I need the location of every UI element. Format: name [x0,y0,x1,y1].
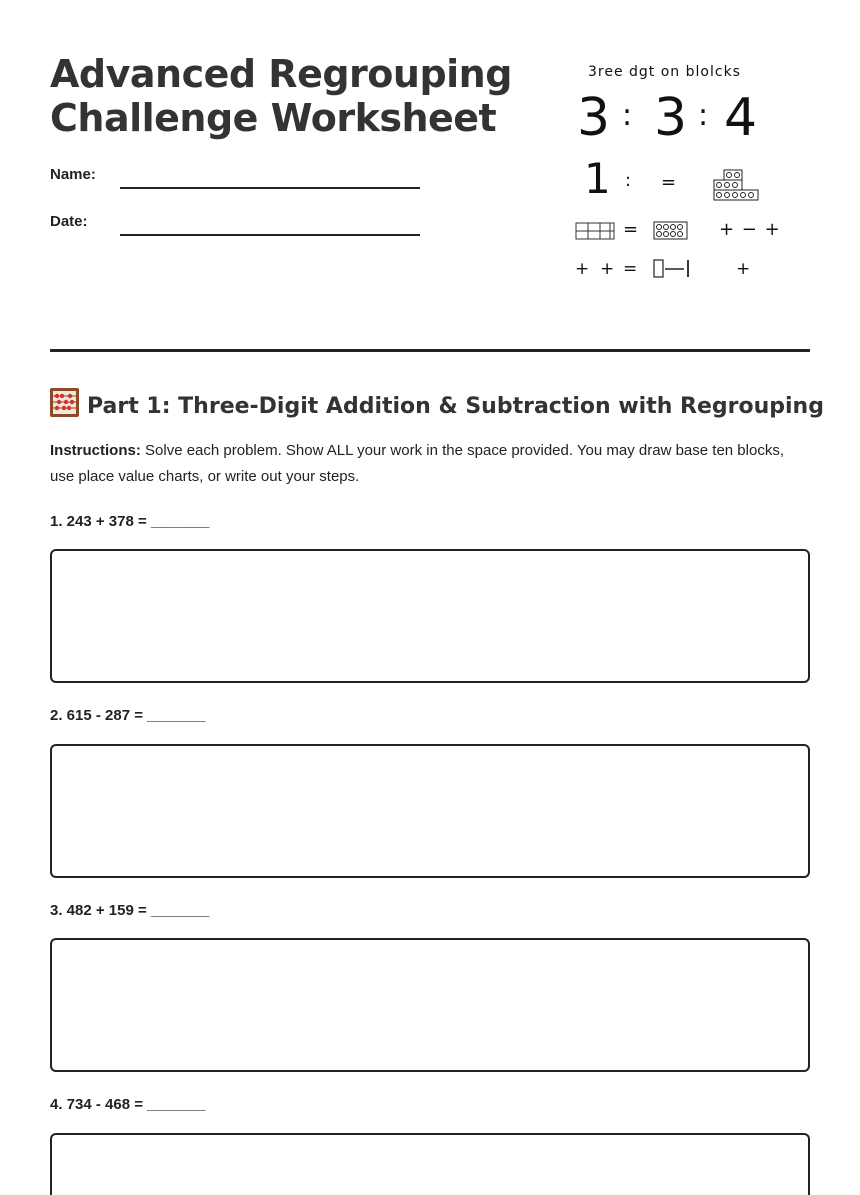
hundreds-block-icon [712,168,762,202]
section-divider [50,349,810,352]
problem-3: 3. 482 + 159 = _______ [50,902,210,919]
instructions-text: Solve each problem. Show ALL your work in the space provided. You may draw base ten blocks, use place value charts, or write out your steps. [50,442,784,485]
row4-equals: = [623,259,638,279]
instructions-label: Instructions: [50,442,141,459]
big-digit-2: 3 [654,88,688,148]
work-area-4[interactable] [50,1133,810,1195]
worksheet-title [50,52,520,140]
part1-heading-text: Part 1: Three-Digit Addition & Subtraction with Regrouping [87,394,824,419]
illustration-caption: 3ree dgt on blolcks [588,64,741,80]
tens-rod-icon [575,222,617,240]
big-digit-3: 4 [724,88,758,148]
problem-2: 2. 615 - 287 = _______ [50,707,206,724]
title-line-2: Challenge Worksheet [50,96,497,140]
big-colon-1: : [622,98,633,133]
date-field[interactable] [120,234,420,236]
row4-plus-3: + [736,259,751,279]
date-label: Date: [50,213,88,230]
name-label: Name: [50,166,96,183]
ones-grid-icon [653,221,689,241]
work-area-3[interactable] [50,938,810,1072]
name-field[interactable] [120,187,420,189]
instructions [50,438,810,490]
row2-one: 1 [584,154,611,203]
part1-heading [50,388,824,419]
row4-plus-2: + [600,259,615,279]
title-line-1: Advanced Regrouping [50,52,512,96]
row3-operators: + − + [719,219,781,240]
work-area-1[interactable] [50,549,810,683]
big-colon-2: : [698,98,709,133]
row3-equals: = [623,219,639,240]
big-digit-1: 3 [577,88,611,148]
abacus-icon [50,388,79,417]
row2-equals: = [661,172,677,193]
problem-1: 1. 243 + 378 = _______ [50,513,210,530]
rod-line-icon [652,259,692,279]
row4-plus-1: + [575,259,590,279]
row2-colon: : [625,170,632,191]
problem-4: 4. 734 - 468 = _______ [50,1096,206,1113]
work-area-2[interactable] [50,744,810,878]
